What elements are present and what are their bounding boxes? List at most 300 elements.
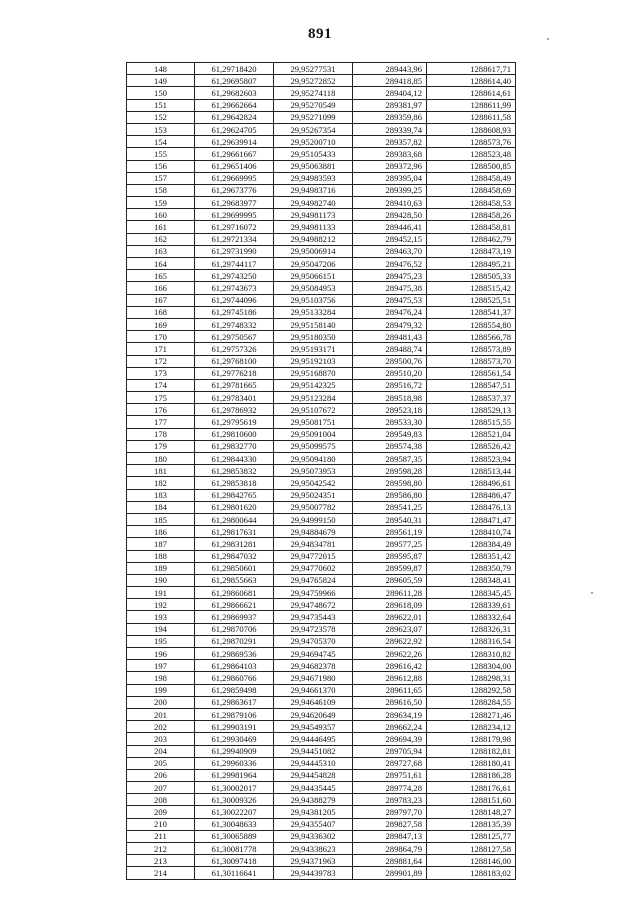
latitude-cell: 61,29768100	[195, 355, 274, 367]
point-number-cell: 210	[127, 818, 195, 830]
coordinates-table-body	[127, 63, 516, 880]
longitude-cell: 29,94338623	[274, 843, 353, 855]
longitude-cell: 29,94388279	[274, 794, 353, 806]
longitude-cell: 29,94983716	[274, 184, 353, 196]
latitude-cell: 61,29786932	[195, 404, 274, 416]
y-coordinate-cell: 1288523,94	[427, 453, 516, 465]
latitude-cell: 61,29866621	[195, 599, 274, 611]
point-number-cell: 177	[127, 416, 195, 428]
table-row	[127, 197, 516, 209]
y-coordinate-cell: 1288486,47	[427, 489, 516, 501]
point-number-cell: 194	[127, 623, 195, 635]
point-number-cell: 211	[127, 830, 195, 842]
x-coordinate-cell: 289443,96	[353, 63, 427, 75]
y-coordinate-cell: 1288316,54	[427, 635, 516, 647]
latitude-cell: 61,29960336	[195, 757, 274, 769]
longitude-cell: 29,94381205	[274, 806, 353, 818]
y-coordinate-cell: 1288183,02	[427, 867, 516, 879]
x-coordinate-cell: 289599,87	[353, 562, 427, 574]
x-coordinate-cell: 289634,19	[353, 708, 427, 720]
y-coordinate-cell: 1288339,61	[427, 599, 516, 611]
table-row	[127, 75, 516, 87]
y-coordinate-cell: 1288554,80	[427, 318, 516, 330]
latitude-cell: 61,29853818	[195, 477, 274, 489]
latitude-cell: 61,30097418	[195, 855, 274, 867]
latitude-cell: 61,29757326	[195, 343, 274, 355]
table-row	[127, 587, 516, 599]
x-coordinate-cell: 289357,82	[353, 136, 427, 148]
y-coordinate-cell: 1288151,60	[427, 794, 516, 806]
x-coordinate-cell: 289475,38	[353, 282, 427, 294]
latitude-cell: 61,29844330	[195, 453, 274, 465]
latitude-cell: 61,29864103	[195, 660, 274, 672]
longitude-cell: 29,95270549	[274, 99, 353, 111]
table-row	[127, 684, 516, 696]
latitude-cell: 61,30116641	[195, 867, 274, 879]
latitude-cell: 61,29847032	[195, 550, 274, 562]
x-coordinate-cell: 289864,79	[353, 843, 427, 855]
y-coordinate-cell: 1288182,81	[427, 745, 516, 757]
longitude-cell: 29,94451082	[274, 745, 353, 757]
point-number-cell: 173	[127, 367, 195, 379]
latitude-cell: 61,29642824	[195, 111, 274, 123]
y-coordinate-cell: 1288573,89	[427, 343, 516, 355]
table-row	[127, 404, 516, 416]
table-row	[127, 306, 516, 318]
longitude-cell: 29,94772015	[274, 550, 353, 562]
table-row	[127, 392, 516, 404]
y-coordinate-cell: 1288384,49	[427, 538, 516, 550]
x-coordinate-cell: 289577,25	[353, 538, 427, 550]
x-coordinate-cell: 289533,30	[353, 416, 427, 428]
point-number-cell: 184	[127, 501, 195, 513]
y-coordinate-cell: 1288348,41	[427, 574, 516, 586]
point-number-cell: 179	[127, 440, 195, 452]
latitude-cell: 61,29743673	[195, 282, 274, 294]
y-coordinate-cell: 1288573,70	[427, 355, 516, 367]
table-row	[127, 367, 516, 379]
x-coordinate-cell: 289410,63	[353, 197, 427, 209]
x-coordinate-cell: 289516,72	[353, 379, 427, 391]
x-coordinate-cell: 289605,59	[353, 574, 427, 586]
point-number-cell: 203	[127, 733, 195, 745]
point-number-cell: 198	[127, 672, 195, 684]
x-coordinate-cell: 289595,87	[353, 550, 427, 562]
longitude-cell: 29,95094180	[274, 453, 353, 465]
latitude-cell: 61,29850601	[195, 562, 274, 574]
longitude-cell: 29,94981173	[274, 209, 353, 221]
y-coordinate-cell: 1288611,99	[427, 99, 516, 111]
longitude-cell: 29,95274118	[274, 87, 353, 99]
x-coordinate-cell: 289481,43	[353, 331, 427, 343]
point-number-cell: 188	[127, 550, 195, 562]
x-coordinate-cell: 289598,28	[353, 465, 427, 477]
x-coordinate-cell: 289616,42	[353, 660, 427, 672]
point-number-cell: 159	[127, 197, 195, 209]
latitude-cell: 61,29810600	[195, 428, 274, 440]
point-number-cell: 213	[127, 855, 195, 867]
point-number-cell: 195	[127, 635, 195, 647]
y-coordinate-cell: 1288179,98	[427, 733, 516, 745]
latitude-cell: 61,29879106	[195, 708, 274, 720]
y-coordinate-cell: 1288573,76	[427, 136, 516, 148]
x-coordinate-cell: 289359,86	[353, 111, 427, 123]
latitude-cell: 61,29863617	[195, 696, 274, 708]
y-coordinate-cell: 1288345,45	[427, 587, 516, 599]
point-number-cell: 207	[127, 782, 195, 794]
x-coordinate-cell: 289751,61	[353, 769, 427, 781]
table-row	[127, 123, 516, 135]
x-coordinate-cell: 289622,01	[353, 611, 427, 623]
latitude-cell: 61,29699995	[195, 209, 274, 221]
latitude-cell: 61,29842765	[195, 489, 274, 501]
x-coordinate-cell: 289479,32	[353, 318, 427, 330]
latitude-cell: 61,29673776	[195, 184, 274, 196]
table-row	[127, 672, 516, 684]
latitude-cell: 61,29651406	[195, 160, 274, 172]
table-row	[127, 538, 516, 550]
y-coordinate-cell: 1288523,48	[427, 148, 516, 160]
y-coordinate-cell: 1288125,77	[427, 830, 516, 842]
table-row	[127, 855, 516, 867]
x-coordinate-cell: 289727,68	[353, 757, 427, 769]
y-coordinate-cell: 1288186,28	[427, 769, 516, 781]
y-coordinate-cell: 1288547,51	[427, 379, 516, 391]
point-number-cell: 214	[127, 867, 195, 879]
longitude-cell: 29,95267354	[274, 123, 353, 135]
y-coordinate-cell: 1288135,39	[427, 818, 516, 830]
x-coordinate-cell: 289622,92	[353, 635, 427, 647]
point-number-cell: 176	[127, 404, 195, 416]
longitude-cell: 29,94983593	[274, 172, 353, 184]
y-coordinate-cell: 1288471,47	[427, 513, 516, 525]
y-coordinate-cell: 1288611,58	[427, 111, 516, 123]
longitude-cell: 29,94759966	[274, 587, 353, 599]
longitude-cell: 29,95193171	[274, 343, 353, 355]
longitude-cell: 29,94445310	[274, 757, 353, 769]
latitude-cell: 61,29783401	[195, 392, 274, 404]
table-row	[127, 794, 516, 806]
table-row	[127, 318, 516, 330]
point-number-cell: 196	[127, 648, 195, 660]
table-row	[127, 465, 516, 477]
latitude-cell: 61,29661667	[195, 148, 274, 160]
point-number-cell: 155	[127, 148, 195, 160]
longitude-cell: 29,95123284	[274, 392, 353, 404]
latitude-cell: 61,29817631	[195, 526, 274, 538]
y-coordinate-cell: 1288146,00	[427, 855, 516, 867]
table-row	[127, 355, 516, 367]
y-coordinate-cell: 1288458,26	[427, 209, 516, 221]
y-coordinate-cell: 1288526,42	[427, 440, 516, 452]
longitude-cell: 29,94646109	[274, 696, 353, 708]
latitude-cell: 61,30081778	[195, 843, 274, 855]
point-number-cell: 163	[127, 245, 195, 257]
x-coordinate-cell: 289446,41	[353, 221, 427, 233]
x-coordinate-cell: 289561,19	[353, 526, 427, 538]
longitude-cell: 29,94620649	[274, 708, 353, 720]
coordinates-table	[126, 62, 516, 880]
longitude-cell: 29,95047206	[274, 258, 353, 270]
table-row	[127, 867, 516, 879]
latitude-cell: 61,29940909	[195, 745, 274, 757]
longitude-cell: 29,94549357	[274, 721, 353, 733]
x-coordinate-cell: 289404,12	[353, 87, 427, 99]
x-coordinate-cell: 289797,70	[353, 806, 427, 818]
x-coordinate-cell: 289500,76	[353, 355, 427, 367]
point-number-cell: 192	[127, 599, 195, 611]
longitude-cell: 29,94661370	[274, 684, 353, 696]
longitude-cell: 29,95024351	[274, 489, 353, 501]
y-coordinate-cell: 1288180,41	[427, 757, 516, 769]
table-row	[127, 562, 516, 574]
latitude-cell: 61,29795619	[195, 416, 274, 428]
x-coordinate-cell: 289523,18	[353, 404, 427, 416]
latitude-cell: 61,29748332	[195, 318, 274, 330]
y-coordinate-cell: 1288351,42	[427, 550, 516, 562]
x-coordinate-cell: 289475,53	[353, 294, 427, 306]
table-row	[127, 233, 516, 245]
point-number-cell: 187	[127, 538, 195, 550]
point-number-cell: 197	[127, 660, 195, 672]
longitude-cell: 29,94355407	[274, 818, 353, 830]
point-number-cell: 157	[127, 172, 195, 184]
table-row	[127, 270, 516, 282]
table-row	[127, 733, 516, 745]
latitude-cell: 61,29869937	[195, 611, 274, 623]
longitude-cell: 29,94371963	[274, 855, 353, 867]
latitude-cell: 61,29870706	[195, 623, 274, 635]
x-coordinate-cell: 289372,96	[353, 160, 427, 172]
longitude-cell: 29,94446495	[274, 733, 353, 745]
longitude-cell: 29,94982740	[274, 197, 353, 209]
point-number-cell: 170	[127, 331, 195, 343]
longitude-cell: 29,95007782	[274, 501, 353, 513]
x-coordinate-cell: 289694,39	[353, 733, 427, 745]
y-coordinate-cell: 1288458,69	[427, 184, 516, 196]
point-number-cell: 169	[127, 318, 195, 330]
latitude-cell: 61,29750567	[195, 331, 274, 343]
x-coordinate-cell: 289540,31	[353, 513, 427, 525]
table-row	[127, 428, 516, 440]
point-number-cell: 167	[127, 294, 195, 306]
table-row	[127, 830, 516, 842]
y-coordinate-cell: 1288458,49	[427, 172, 516, 184]
point-number-cell: 193	[127, 611, 195, 623]
point-number-cell: 212	[127, 843, 195, 855]
latitude-cell: 61,30002017	[195, 782, 274, 794]
latitude-cell: 61,29855663	[195, 574, 274, 586]
y-coordinate-cell: 1288284,55	[427, 696, 516, 708]
table-row	[127, 453, 516, 465]
x-coordinate-cell: 289611,65	[353, 684, 427, 696]
table-row	[127, 111, 516, 123]
longitude-cell: 29,95133284	[274, 306, 353, 318]
y-coordinate-cell: 1288515,55	[427, 416, 516, 428]
x-coordinate-cell: 289395,04	[353, 172, 427, 184]
longitude-cell: 29,95099575	[274, 440, 353, 452]
y-coordinate-cell: 1288350,79	[427, 562, 516, 574]
point-number-cell: 152	[127, 111, 195, 123]
point-number-cell: 153	[127, 123, 195, 135]
y-coordinate-cell: 1288332,64	[427, 611, 516, 623]
latitude-cell: 61,29624705	[195, 123, 274, 135]
table-row	[127, 513, 516, 525]
x-coordinate-cell: 289476,52	[353, 258, 427, 270]
table-row	[127, 611, 516, 623]
table-row	[127, 477, 516, 489]
longitude-cell: 29,94981133	[274, 221, 353, 233]
point-number-cell: 205	[127, 757, 195, 769]
y-coordinate-cell: 1288614,61	[427, 87, 516, 99]
longitude-cell: 29,95084953	[274, 282, 353, 294]
table-row	[127, 660, 516, 672]
x-coordinate-cell: 289428,50	[353, 209, 427, 221]
point-number-cell: 150	[127, 87, 195, 99]
point-number-cell: 161	[127, 221, 195, 233]
latitude-cell: 61,29859498	[195, 684, 274, 696]
table-row	[127, 769, 516, 781]
point-number-cell: 171	[127, 343, 195, 355]
point-number-cell: 201	[127, 708, 195, 720]
longitude-cell: 29,95105433	[274, 148, 353, 160]
point-number-cell: 199	[127, 684, 195, 696]
longitude-cell: 29,94999150	[274, 513, 353, 525]
y-coordinate-cell: 1288496,61	[427, 477, 516, 489]
x-coordinate-cell: 289616,50	[353, 696, 427, 708]
table-row	[127, 258, 516, 270]
x-coordinate-cell: 289574,38	[353, 440, 427, 452]
x-coordinate-cell: 289881,64	[353, 855, 427, 867]
x-coordinate-cell: 289587,35	[353, 453, 427, 465]
latitude-cell: 61,29716072	[195, 221, 274, 233]
longitude-cell: 29,94454828	[274, 769, 353, 781]
latitude-cell: 61,29683977	[195, 197, 274, 209]
y-coordinate-cell: 1288458,53	[427, 197, 516, 209]
point-number-cell: 181	[127, 465, 195, 477]
table-row	[127, 294, 516, 306]
longitude-cell: 29,95277531	[274, 63, 353, 75]
longitude-cell: 29,94884679	[274, 526, 353, 538]
table-row	[127, 63, 516, 75]
y-coordinate-cell: 1288513,44	[427, 465, 516, 477]
table-row	[127, 599, 516, 611]
longitude-cell: 29,94671980	[274, 672, 353, 684]
longitude-cell: 29,95066151	[274, 270, 353, 282]
latitude-cell: 61,29695807	[195, 75, 274, 87]
latitude-cell: 61,29870291	[195, 635, 274, 647]
table-row	[127, 343, 516, 355]
y-coordinate-cell: 1288537,37	[427, 392, 516, 404]
point-number-cell: 178	[127, 428, 195, 440]
longitude-cell: 29,95180350	[274, 331, 353, 343]
longitude-cell: 29,94682378	[274, 660, 353, 672]
point-number-cell: 209	[127, 806, 195, 818]
longitude-cell: 29,94765824	[274, 574, 353, 586]
y-coordinate-cell: 1288566,78	[427, 331, 516, 343]
point-number-cell: 200	[127, 696, 195, 708]
point-number-cell: 148	[127, 63, 195, 75]
y-coordinate-cell: 1288458,81	[427, 221, 516, 233]
point-number-cell: 185	[127, 513, 195, 525]
latitude-cell: 61,29832770	[195, 440, 274, 452]
x-coordinate-cell: 289662,24	[353, 721, 427, 733]
point-number-cell: 204	[127, 745, 195, 757]
latitude-cell: 61,29831281	[195, 538, 274, 550]
x-coordinate-cell: 289622,26	[353, 648, 427, 660]
point-number-cell: 189	[127, 562, 195, 574]
latitude-cell: 61,29743250	[195, 270, 274, 282]
y-coordinate-cell: 1288515,42	[427, 282, 516, 294]
x-coordinate-cell: 289383,68	[353, 148, 427, 160]
scan-speck	[591, 592, 593, 594]
table-row	[127, 416, 516, 428]
point-number-cell: 166	[127, 282, 195, 294]
latitude-cell: 61,29721334	[195, 233, 274, 245]
longitude-cell: 29,95063881	[274, 160, 353, 172]
point-number-cell: 182	[127, 477, 195, 489]
latitude-cell: 61,29662664	[195, 99, 274, 111]
y-coordinate-cell: 1288234,12	[427, 721, 516, 733]
page-number: 891	[308, 26, 332, 42]
table-row	[127, 550, 516, 562]
longitude-cell: 29,94748672	[274, 599, 353, 611]
table-row	[127, 489, 516, 501]
y-coordinate-cell: 1288326,31	[427, 623, 516, 635]
latitude-cell: 61,29869536	[195, 648, 274, 660]
longitude-cell: 29,95107672	[274, 404, 353, 416]
y-coordinate-cell: 1288410,74	[427, 526, 516, 538]
point-number-cell: 164	[127, 258, 195, 270]
longitude-cell: 29,94435445	[274, 782, 353, 794]
y-coordinate-cell: 1288298,31	[427, 672, 516, 684]
x-coordinate-cell: 289612,88	[353, 672, 427, 684]
table-row	[127, 721, 516, 733]
x-coordinate-cell: 289541,25	[353, 501, 427, 513]
point-number-cell: 183	[127, 489, 195, 501]
y-coordinate-cell: 1288561,54	[427, 367, 516, 379]
point-number-cell: 172	[127, 355, 195, 367]
scan-speck	[547, 38, 549, 40]
longitude-cell: 29,95168870	[274, 367, 353, 379]
x-coordinate-cell: 289623,07	[353, 623, 427, 635]
point-number-cell: 151	[127, 99, 195, 111]
x-coordinate-cell: 289618,09	[353, 599, 427, 611]
point-number-cell: 165	[127, 270, 195, 282]
table-row	[127, 708, 516, 720]
table-row	[127, 282, 516, 294]
y-coordinate-cell: 1288495,21	[427, 258, 516, 270]
x-coordinate-cell: 289510,20	[353, 367, 427, 379]
x-coordinate-cell: 289475,23	[353, 270, 427, 282]
table-row	[127, 501, 516, 513]
latitude-cell: 61,29669995	[195, 172, 274, 184]
y-coordinate-cell: 1288608,93	[427, 123, 516, 135]
x-coordinate-cell: 289452,15	[353, 233, 427, 245]
longitude-cell: 29,95271099	[274, 111, 353, 123]
latitude-cell: 61,29930469	[195, 733, 274, 745]
longitude-cell: 29,95081751	[274, 416, 353, 428]
x-coordinate-cell: 289827,58	[353, 818, 427, 830]
y-coordinate-cell: 1288521,04	[427, 428, 516, 440]
x-coordinate-cell: 289463,70	[353, 245, 427, 257]
longitude-cell: 29,94735443	[274, 611, 353, 623]
table-row	[127, 136, 516, 148]
x-coordinate-cell: 289381,97	[353, 99, 427, 111]
x-coordinate-cell: 289774,28	[353, 782, 427, 794]
y-coordinate-cell: 1288529,13	[427, 404, 516, 416]
longitude-cell: 29,95073953	[274, 465, 353, 477]
